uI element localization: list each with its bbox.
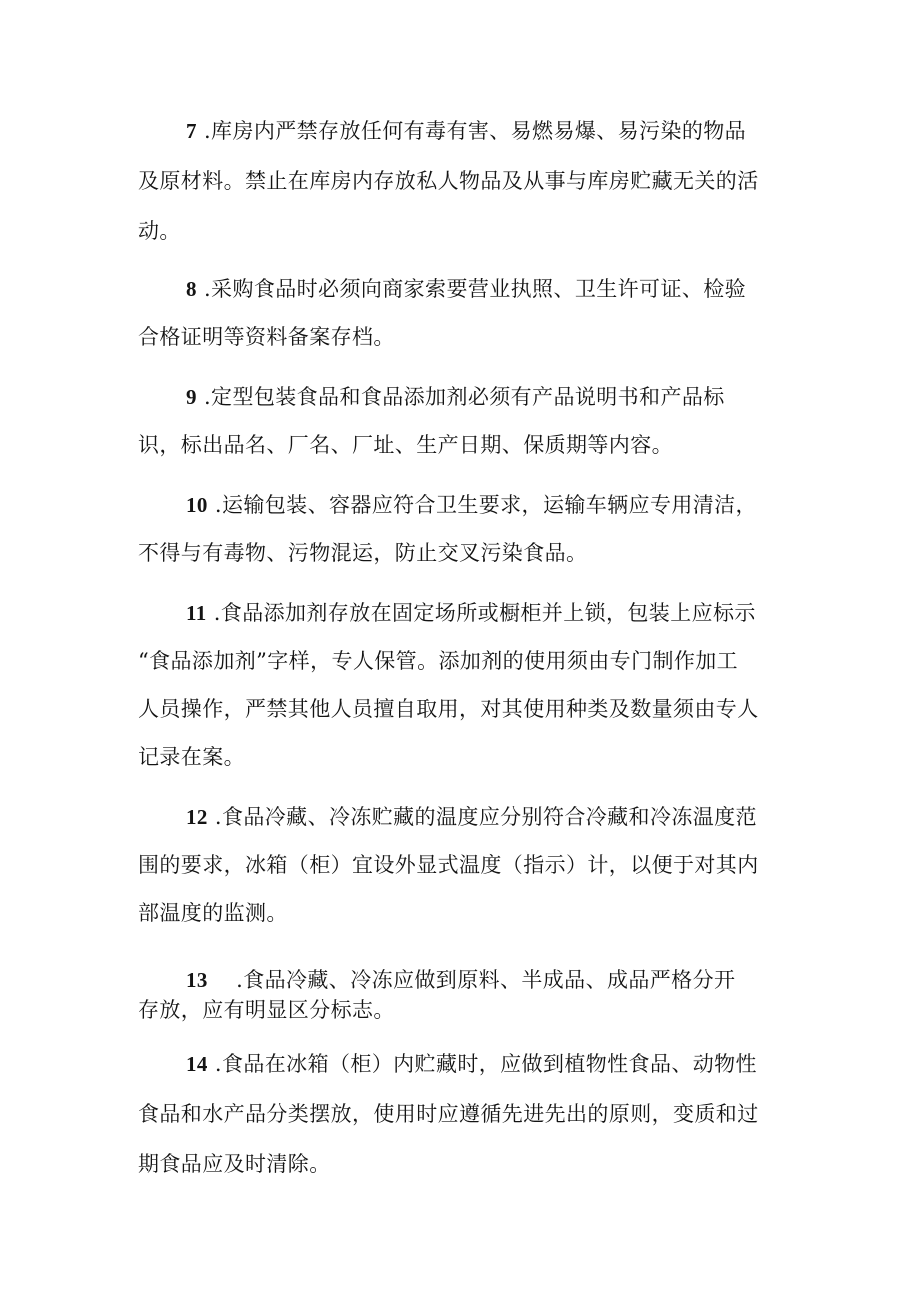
item-14-text-1: .食品在冰箱（柜）内贮藏时，应做到植物性食品、动物性	[207, 1052, 757, 1076]
item-7-line-1	[186, 117, 746, 145]
item-11-text-1: .食品添加剂存放在固定场所或橱柜并上锁，包装上应标示	[206, 601, 756, 625]
item-10-line-1	[186, 491, 757, 519]
item-11-line-3: 人员操作，严禁其他人员擅自取用，对其使用种类及数量须由专人	[138, 697, 759, 721]
item-8-line-2: 合格证明等资料备案存档。	[138, 325, 395, 349]
item-11-line-1	[186, 599, 756, 627]
item-9-line-2: 识，标出品名、厂名、厂址、生产日期、保质期等内容。	[138, 433, 673, 457]
item-13-text-1: .食品冷藏、冷冻应做到原料、半成品、成品严格分开	[207, 968, 736, 992]
item-7-line-2: 及原材料。禁止在库房内存放私人物品及从事与库房贮藏无关的活	[138, 169, 759, 193]
item-7-line-3: 动。	[138, 219, 181, 243]
item-13-number: 13	[186, 968, 208, 992]
item-12-text-1: .食品冷藏、冷冻贮藏的温度应分别符合冷藏和冷冻温度范	[207, 805, 757, 829]
item-9-text-1: .定型包装食品和食品添加剂必须有产品说明书和产品标	[196, 385, 725, 409]
item-9-number: 9	[186, 385, 197, 409]
item-8-number: 8	[186, 277, 197, 301]
item-11-number: 11	[186, 601, 207, 625]
item-13-line-1	[186, 966, 735, 994]
item-7-number: 7	[186, 119, 197, 143]
item-14-line-1	[186, 1050, 757, 1078]
item-14-line-3: 期食品应及时清除。	[138, 1152, 331, 1176]
item-11-line-4: 记录在案。	[138, 745, 245, 769]
item-12-line-1	[186, 803, 757, 831]
item-12-number: 12	[186, 805, 208, 829]
item-12-line-3: 部温度的监测。	[138, 901, 288, 925]
item-11-line-2: “食品添加剂”字样，专人保管。添加剂的使用须由专门制作加工	[138, 649, 739, 673]
item-14-number: 14	[186, 1052, 208, 1076]
item-10-number: 10	[186, 493, 208, 517]
item-8-line-1	[186, 275, 746, 303]
item-12-line-2: 围的要求，冰箱（柜）宜设外显式温度（指示）计，以便于对其内	[138, 853, 759, 877]
item-9-line-1	[186, 383, 725, 411]
item-7-text-1: .库房内严禁存放任何有毒有害、易燃易爆、易污染的物品	[196, 119, 747, 143]
item-13-line-2: 存放，应有明显区分标志。	[138, 998, 395, 1022]
item-8-text-1: .采购食品时必须向商家索要营业执照、卫生许可证、检验	[196, 277, 747, 301]
item-14-line-2: 食品和水产品分类摆放，使用时应遵循先进先出的原则，变质和过	[138, 1102, 759, 1126]
item-10-text-1: .运输包装、容器应符合卫生要求，运输车辆应专用清洁，	[207, 493, 757, 517]
item-10-line-2: 不得与有毒物、污物混运，防止交叉污染食品。	[138, 541, 588, 565]
